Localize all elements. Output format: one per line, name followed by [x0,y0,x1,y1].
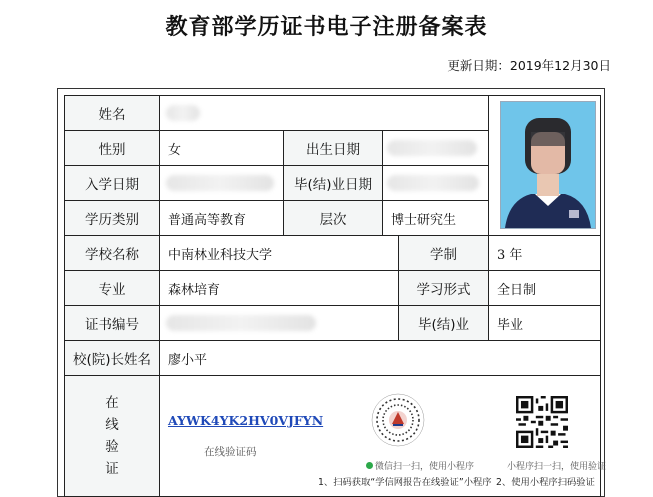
verify-char-2: 线 [105,417,119,433]
page-title: 教育部学历证书电子注册备案表 [165,15,488,40]
redacted-enroll [166,175,274,191]
qr-code-icon [516,396,568,448]
value-duration: 3 年 [488,235,601,271]
value-graduate [382,165,489,201]
label-major: 专业 [64,270,160,306]
wechat-hint-text: 微信扫一扫，使用小程序 [375,462,475,472]
label-graduate: 毕(结)业日期 [283,165,383,201]
portrait-image [501,102,595,228]
value-grad-status: 毕业 [488,305,601,341]
value-birth [382,130,489,166]
value-school: 中南林业科技大学 [159,235,399,271]
verify-code-link[interactable]: AYWK4YK2HV0VJFYN [168,413,324,428]
label-online-verify [64,375,160,497]
value-category: 普通高等教育 [159,200,284,236]
label-grad-status: 毕(结)业 [398,305,489,341]
update-date: 更新日期：2019年12月30日 [447,58,611,73]
wechat-icon [366,462,373,469]
value-name [159,95,489,131]
value-cert-no [159,305,399,341]
value-enroll [159,165,284,201]
label-category: 学历类别 [64,200,160,236]
redacted-graduate [387,175,479,191]
verify-char-3: 验 [105,439,119,455]
wechat-hint [366,459,474,472]
label-study-form: 学习形式 [398,270,489,306]
redacted-birth [387,140,477,156]
verify-char-1: 在 [105,395,119,411]
value-study-form: 全日制 [488,270,601,306]
value-president: 廖小平 [159,340,601,376]
label-school: 学校名称 [64,235,160,271]
verify-char-4: 证 [105,461,119,477]
mini-program-code-icon [371,393,425,447]
verify-step2: 2、使用小程序扫码验证 [496,477,595,488]
label-president: 校(院)长姓名 [64,340,160,376]
value-gender: 女 [159,130,284,166]
verify-step1: 1、扫码获取“学信网报告在线验证”小程序 [318,477,492,488]
label-name: 姓名 [64,95,160,131]
redacted-cert-no [166,315,316,331]
redacted-name [166,105,200,121]
student-photo [500,101,596,229]
label-birth: 出生日期 [283,130,383,166]
verify-code-caption: 在线验证码 [204,446,257,458]
label-enroll: 入学日期 [64,165,160,201]
label-duration: 学制 [398,235,489,271]
label-gender: 性别 [64,130,160,166]
label-level: 层次 [283,200,383,236]
label-cert-no: 证书编号 [64,305,160,341]
value-major: 森林培育 [159,270,399,306]
miniprogram-hint: 小程序扫一扫，使用验证 [507,462,607,472]
value-level: 博士研究生 [382,200,489,236]
